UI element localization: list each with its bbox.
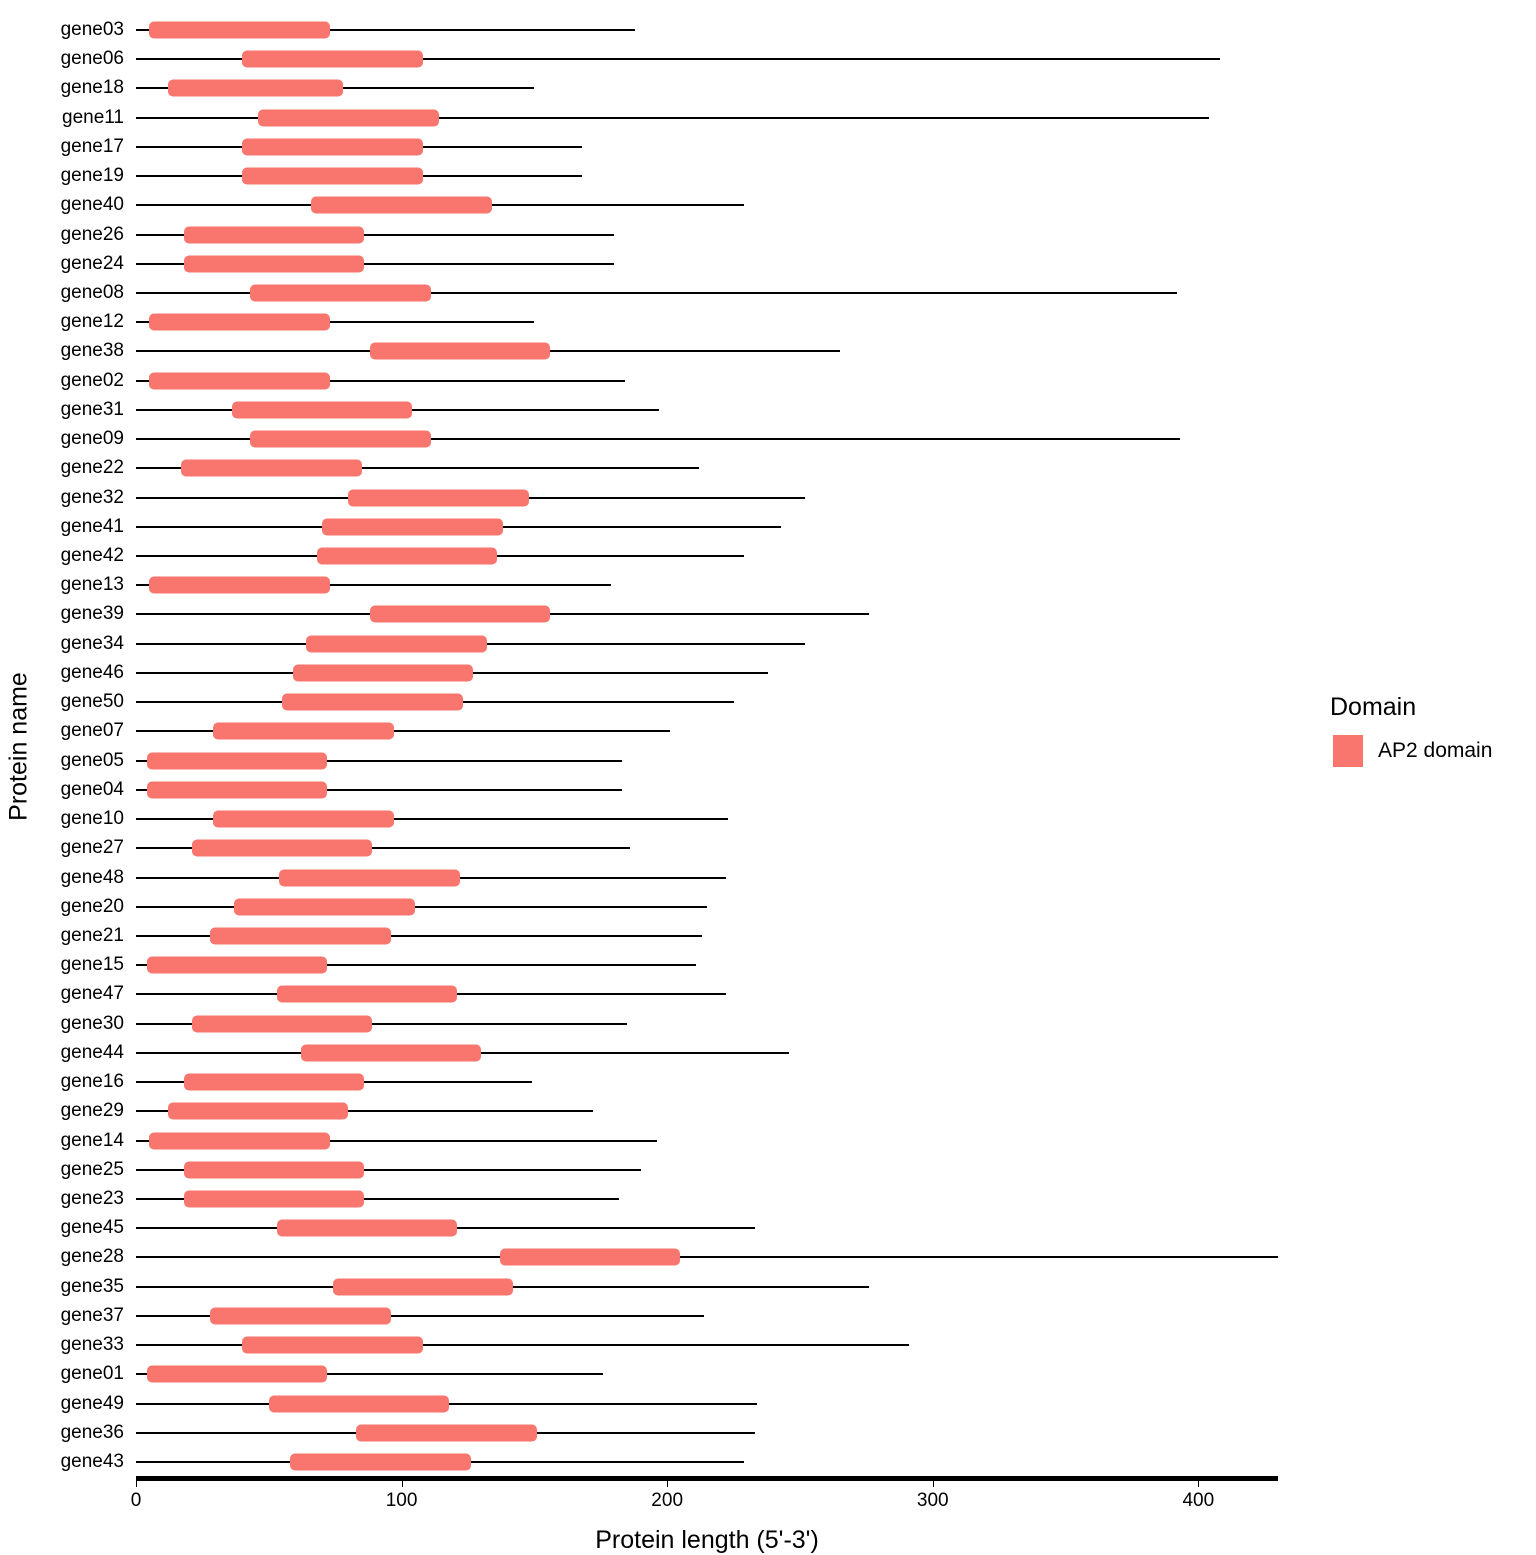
y-axis-tick-label: gene04 <box>60 778 124 800</box>
y-axis-tick-label: gene48 <box>60 866 124 888</box>
domain-block <box>370 606 551 623</box>
domain-block <box>242 168 423 185</box>
y-axis-tick-label: gene25 <box>60 1158 124 1180</box>
legend-color-swatch <box>1333 735 1363 767</box>
y-axis-tick-label: gene33 <box>60 1334 124 1356</box>
domain-block <box>168 1103 349 1120</box>
x-axis-tick <box>402 1481 403 1487</box>
y-axis-tick-label: gene16 <box>60 1071 124 1093</box>
y-axis-tick-label: gene23 <box>60 1187 124 1209</box>
domain-block <box>258 109 439 126</box>
domain-block <box>149 22 330 39</box>
domain-block <box>184 255 365 272</box>
legend-entry-label: AP2 domain <box>1378 739 1493 762</box>
y-axis-tick-label: gene41 <box>60 515 124 537</box>
domain-block <box>290 1454 471 1471</box>
y-axis-tick-label: gene14 <box>60 1129 124 1151</box>
domain-block <box>210 927 391 944</box>
x-axis-title-label: Protein length (5'-3') <box>595 1526 819 1554</box>
domain-block <box>181 460 362 477</box>
domain-block <box>149 314 330 331</box>
y-axis-tick-label: gene44 <box>60 1041 124 1063</box>
x-axis-line <box>136 1476 1278 1481</box>
x-axis-tick <box>1198 1481 1199 1487</box>
y-axis-tick-label: gene46 <box>60 661 124 683</box>
domain-block <box>192 840 373 857</box>
domain-block <box>213 811 394 828</box>
y-axis-tick-label: gene36 <box>60 1421 124 1443</box>
x-axis-tick-label: 400 <box>1182 1490 1215 1511</box>
domain-block <box>282 694 463 711</box>
y-axis-tick-label: gene20 <box>60 895 124 917</box>
y-axis-tick-label: gene30 <box>60 1012 124 1034</box>
domain-block <box>250 431 431 448</box>
y-axis-tick-label: gene03 <box>60 19 124 40</box>
y-axis-tick-label: gene45 <box>60 1217 124 1239</box>
x-axis-tick-label: 0 <box>130 1490 142 1511</box>
y-axis-tick-label: gene42 <box>60 545 124 567</box>
y-axis-tick-label: gene47 <box>60 983 124 1005</box>
x-axis-tick-label: 300 <box>916 1490 949 1511</box>
y-axis-tick-label: gene22 <box>60 457 124 479</box>
domain-block <box>250 285 431 302</box>
domain-block <box>293 664 474 681</box>
domain-block <box>213 723 394 740</box>
domain-block <box>317 548 498 565</box>
y-axis-tick-label: gene15 <box>60 954 124 976</box>
protein-backbone <box>136 906 707 908</box>
domain-block <box>234 898 415 915</box>
y-axis-tick-label: gene07 <box>60 720 124 742</box>
y-axis-tick-label: gene17 <box>60 135 124 157</box>
y-axis-tick-label: gene27 <box>60 837 124 859</box>
domain-block <box>333 1278 514 1295</box>
domain-block <box>149 372 330 389</box>
y-axis-tick-label: gene09 <box>60 428 124 450</box>
y-axis-tick-label: gene05 <box>60 749 124 771</box>
y-axis-tick-label: gene06 <box>60 48 124 70</box>
y-axis-tick-label: gene37 <box>60 1304 124 1326</box>
y-axis-tick-label: gene40 <box>60 194 124 216</box>
y-axis-tick-label: gene29 <box>60 1100 124 1122</box>
y-axis-tick-label: gene26 <box>60 223 124 245</box>
domain-block <box>184 1074 365 1091</box>
y-axis-tick-label: gene21 <box>60 924 124 946</box>
domain-block <box>242 51 423 68</box>
protein-backbone <box>136 1256 1278 1258</box>
domain-block <box>147 957 328 974</box>
y-axis-title-label: Protein name <box>4 672 33 821</box>
domain-block <box>301 1044 482 1061</box>
domain-block <box>149 577 330 594</box>
domain-block <box>306 635 487 652</box>
domain-block <box>269 1395 450 1412</box>
y-axis-tick-label: gene02 <box>60 369 124 391</box>
y-axis-tick-label: gene35 <box>60 1275 124 1297</box>
domain-block <box>168 80 343 97</box>
y-axis-tick-label: gene31 <box>60 398 124 420</box>
domain-block <box>500 1249 681 1266</box>
domain-block <box>322 518 503 535</box>
y-axis-tick-label: gene12 <box>60 311 124 333</box>
domain-block <box>147 781 328 798</box>
domain-block <box>311 197 492 214</box>
domain-block <box>149 1132 330 1149</box>
domain-block <box>210 1307 391 1324</box>
domain-block <box>147 1366 328 1383</box>
domain-block <box>348 489 529 506</box>
legend-title: Domain <box>1330 693 1417 721</box>
y-axis-tick-label: gene19 <box>60 165 124 187</box>
domain-block <box>147 752 328 769</box>
y-axis-tick-label: gene34 <box>60 632 124 654</box>
domain-block <box>242 1337 423 1354</box>
domain-block <box>279 869 460 886</box>
domain-block <box>232 401 413 418</box>
domain-block <box>184 1161 365 1178</box>
domain-block <box>192 1015 373 1032</box>
y-axis-tick-label: gene28 <box>60 1246 124 1268</box>
x-axis-tick <box>933 1481 934 1487</box>
y-axis-tick-label: gene01 <box>60 1363 124 1385</box>
domain-block <box>370 343 551 360</box>
domain-block <box>242 138 423 155</box>
y-axis-tick-label: gene18 <box>60 77 124 99</box>
x-axis-tick <box>667 1481 668 1487</box>
y-axis-tick-label: gene13 <box>60 574 124 596</box>
domain-block <box>356 1424 537 1441</box>
y-axis-tick-label: gene24 <box>60 252 124 274</box>
x-axis-tick <box>136 1481 137 1487</box>
domain-block <box>184 1190 365 1207</box>
y-axis-tick-label: gene43 <box>60 1451 124 1472</box>
x-axis-tick-label: 200 <box>651 1490 684 1511</box>
y-axis-tick-label: gene49 <box>60 1392 124 1414</box>
y-axis-tick-label: gene11 <box>62 106 124 128</box>
domain-block <box>277 1220 458 1237</box>
y-axis-tick-label: gene38 <box>60 340 124 362</box>
y-axis-tick-label: gene08 <box>60 282 124 304</box>
y-axis-tick-label: gene50 <box>60 691 124 713</box>
y-axis-tick-label: gene39 <box>60 603 124 625</box>
domain-block <box>277 986 458 1003</box>
y-axis-tick-label: gene32 <box>60 486 124 508</box>
x-axis-tick-label: 100 <box>385 1490 418 1511</box>
domain-block <box>184 226 365 243</box>
y-axis-tick-label: gene10 <box>60 808 124 830</box>
